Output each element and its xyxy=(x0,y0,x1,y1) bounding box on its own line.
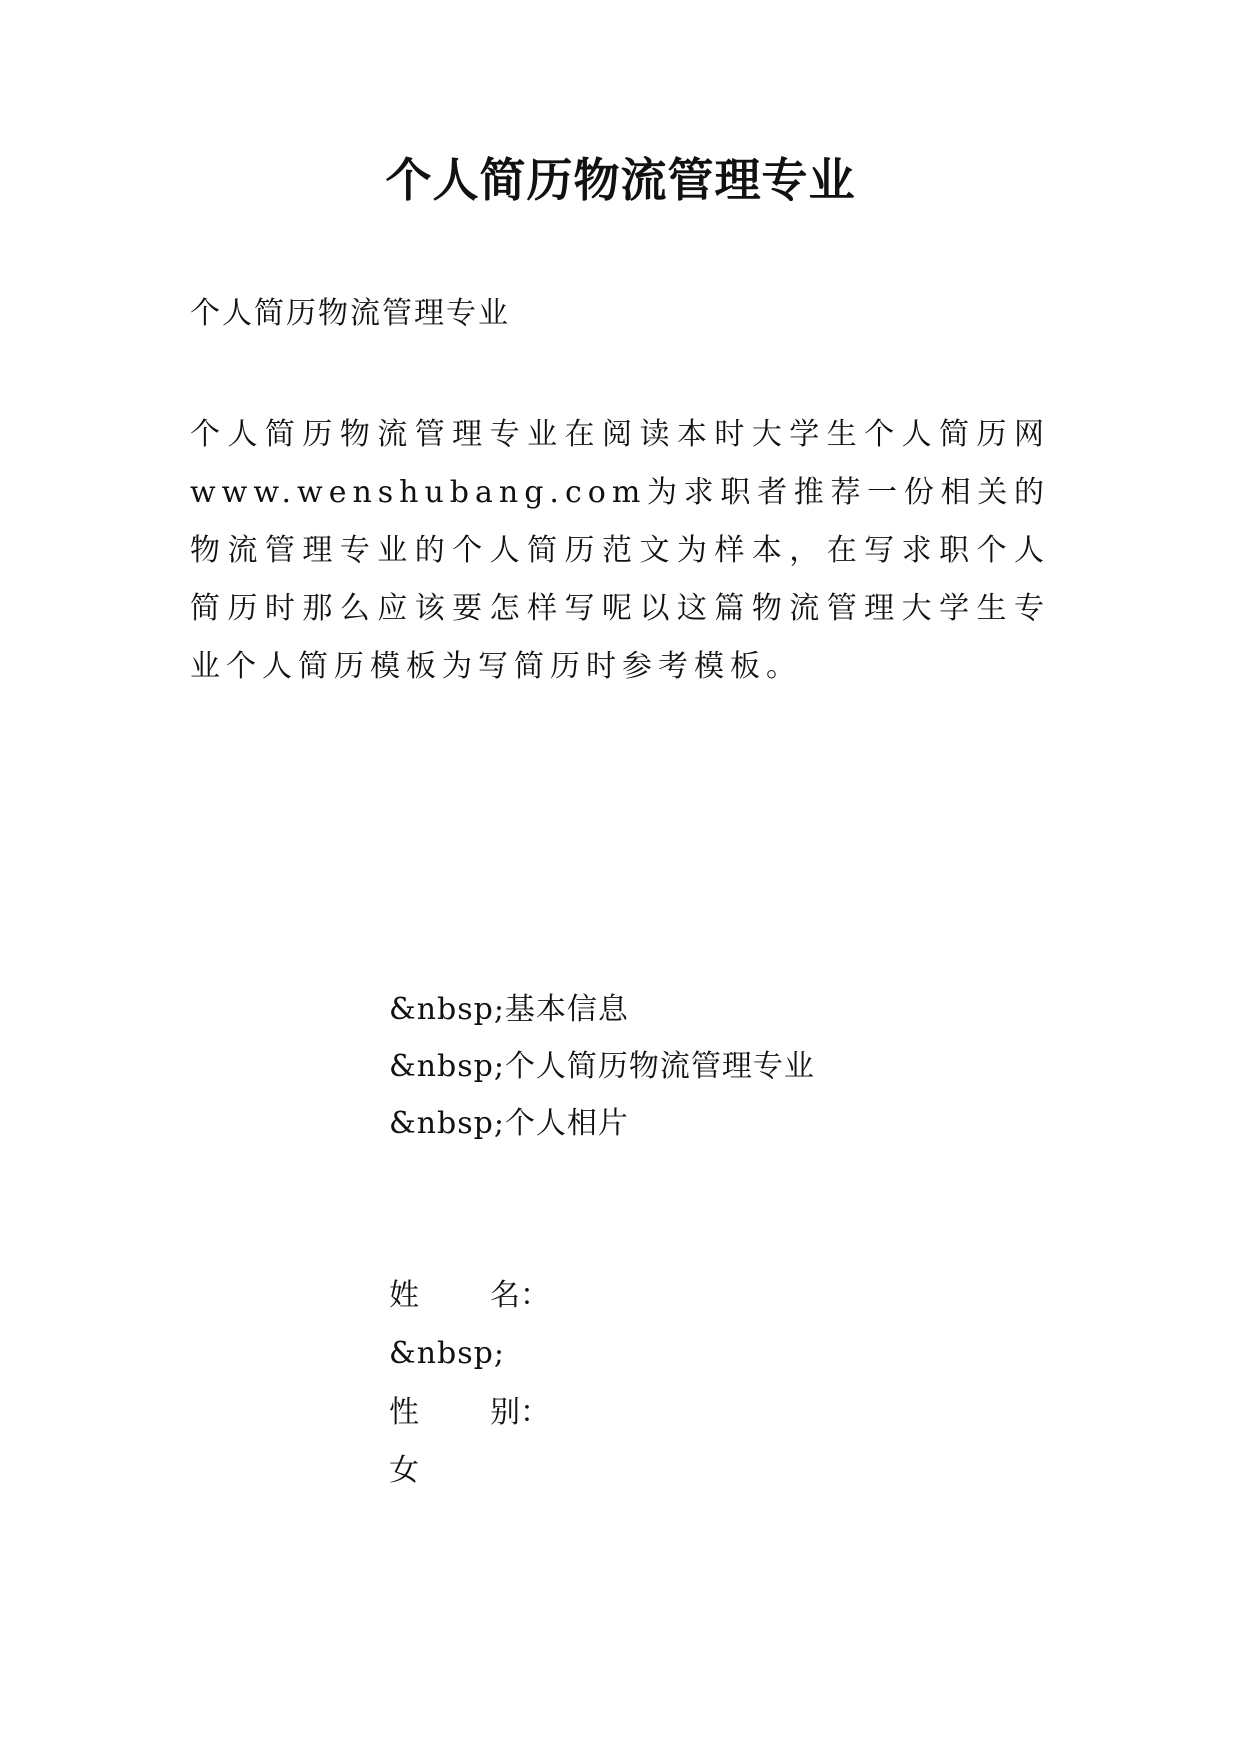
name-value: &nbsp; xyxy=(389,1336,505,1371)
gender-label-first: 性 xyxy=(389,1395,419,1430)
intro-paragraph: 个人简历物流管理专业在阅读本时大学生个人简历网www.wenshubang.com为求职者推荐一份相关的物流管理专业的个人简历范文为样本，在写求职个人简历时那么应该要怎样写呢以这篇物流管理大学生专业个人简历模板为写简历时参考模板。 xyxy=(190,417,1050,684)
basic-info-heading: &nbsp;基本信息 xyxy=(389,992,629,1027)
page-title: 个人简历物流管理专业 xyxy=(385,153,856,207)
resume-title-line: &nbsp;个人简历物流管理专业 xyxy=(389,1049,815,1084)
gender-label-second: 别： xyxy=(490,1395,550,1430)
name-label xyxy=(389,1276,550,1316)
photo-label: &nbsp;个人相片 xyxy=(389,1106,629,1141)
gender-value: 女 xyxy=(389,1453,420,1488)
gender-label xyxy=(389,1393,550,1433)
name-label-second: 名： xyxy=(490,1278,550,1313)
name-label-first: 姓 xyxy=(389,1278,419,1313)
subtitle: 个人简历物流管理专业 xyxy=(190,296,510,331)
